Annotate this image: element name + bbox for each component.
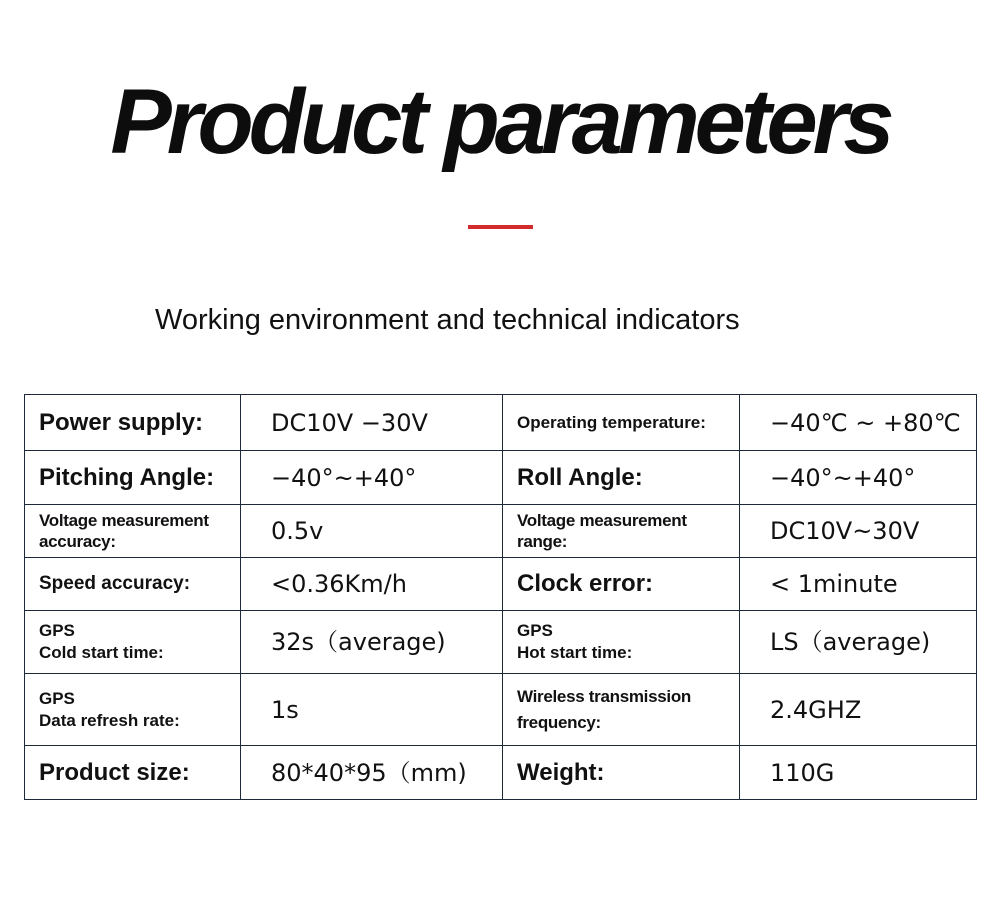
spec-value: [241, 395, 503, 451]
data-refresh-value: 1s: [271, 695, 299, 724]
pitching-angle-value: −40°~+40°: [271, 463, 417, 492]
weight-value: 110G: [770, 758, 835, 787]
table-row: [25, 558, 977, 611]
spec-label: [25, 558, 241, 611]
hot-start-label: GPS Hot start time:: [517, 621, 633, 662]
spec-label: [503, 746, 740, 800]
operating-temperature-value: −40℃ ~ +80℃: [770, 408, 961, 437]
spec-label: [25, 395, 241, 451]
cold-start-value: 32s（average): [271, 628, 446, 656]
wireless-frequency-value: 2.4GHZ: [770, 695, 862, 724]
spec-label: [25, 505, 241, 558]
spec-value: [241, 674, 503, 746]
speed-accuracy-label: Speed accuracy:: [39, 573, 191, 594]
spec-value: [740, 505, 977, 558]
weight-label: Weight:: [517, 758, 605, 786]
roll-angle-label: Roll Angle:: [517, 463, 643, 491]
clock-error-value: < 1minute: [770, 570, 898, 598]
spec-value: [241, 558, 503, 611]
spec-value: [740, 746, 977, 800]
power-supply-value: DC10V −30V: [271, 408, 428, 437]
table-row: [25, 395, 977, 451]
pitching-angle-label: Pitching Angle:: [39, 463, 215, 491]
spec-value: [241, 746, 503, 800]
spec-label: [503, 558, 740, 611]
section-subtitle: Working environment and technical indicators: [155, 304, 740, 336]
spec-value: [241, 611, 503, 674]
product-size-value: 80*40*95（mm): [271, 758, 467, 787]
spec-value: [740, 395, 977, 451]
table-row: [25, 674, 977, 746]
spec-label: [503, 505, 740, 558]
spec-label: [25, 611, 241, 674]
accent-divider: [468, 225, 533, 229]
voltage-range-value: DC10V~30V: [770, 517, 920, 545]
spec-value: [241, 451, 503, 505]
table-row: [25, 505, 977, 558]
voltage-accuracy-label: Voltage measurement accuracy:: [39, 511, 209, 551]
hot-start-value: LS（average): [770, 628, 931, 656]
spec-value: [740, 674, 977, 746]
spec-label: [503, 611, 740, 674]
table-row: [25, 611, 977, 674]
voltage-accuracy-value: 0.5v: [271, 517, 324, 545]
spec-value: [740, 558, 977, 611]
page-title: Product parameters: [110, 71, 890, 173]
spec-table: [24, 394, 977, 800]
spec-value: [740, 611, 977, 674]
product-size-label: Product size:: [39, 758, 190, 786]
spec-value: [241, 505, 503, 558]
table-row: [25, 746, 977, 800]
voltage-range-label: Voltage measurement range:: [517, 511, 687, 551]
table-row: [25, 451, 977, 505]
spec-label: [503, 395, 740, 451]
spec-label: [25, 746, 241, 800]
spec-value: [740, 451, 977, 505]
roll-angle-value: −40°~+40°: [770, 463, 916, 492]
clock-error-label: Clock error:: [517, 570, 654, 597]
spec-label: [503, 451, 740, 505]
spec-label: [25, 451, 241, 505]
data-refresh-label: GPS Data refresh rate:: [39, 688, 180, 730]
wireless-frequency-label: Wireless transmission frequency:: [517, 686, 692, 732]
speed-accuracy-value: <0.36Km/h: [271, 570, 407, 598]
power-supply-label: Power supply:: [39, 408, 204, 436]
spec-label: [503, 674, 740, 746]
operating-temperature-label: Operating temperature:: [517, 412, 706, 432]
cold-start-label: GPS Cold start time:: [39, 621, 164, 662]
spec-label: [25, 674, 241, 746]
